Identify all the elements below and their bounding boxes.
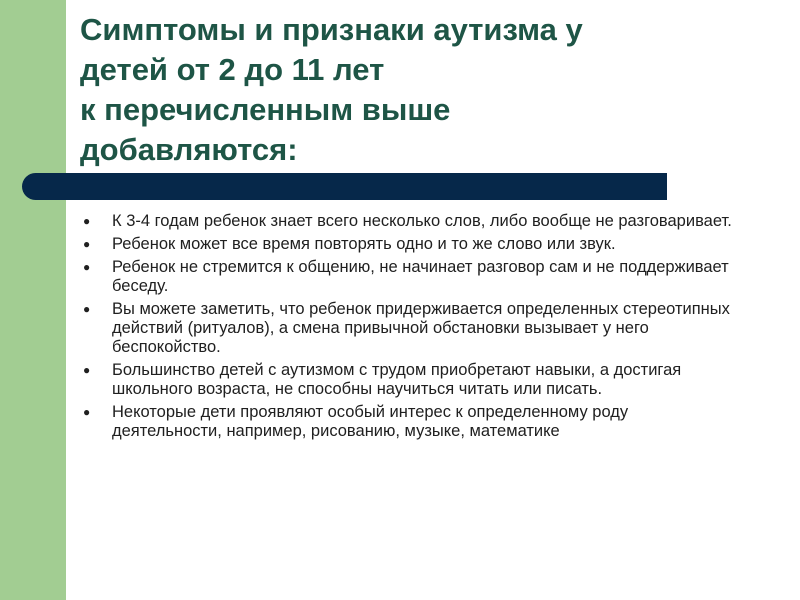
title-line-2: детей от 2 до 11 лет	[80, 52, 385, 87]
bullet-dot-icon: ●	[83, 214, 91, 228]
bullet-text: Ребенок не стремится к общению, не начинает разговор сам и не поддерживает беседу.	[112, 258, 729, 295]
bullet-text: Вы можете заметить, что ребенок придерживается определенных стереотипных действий (ритуалов), а смена привычной обстановки вызывает у него беспокойство.	[112, 300, 730, 356]
bullet-dot-icon: ●	[83, 363, 91, 377]
list-item	[80, 403, 740, 441]
bullet-dot-icon: ●	[83, 302, 91, 316]
left-accent-band	[0, 0, 66, 600]
bullet-dot-icon: ●	[83, 237, 91, 251]
bullet-text: Ребенок может все время повторять одно и то же слово или звук.	[112, 235, 616, 253]
slide-title	[80, 10, 720, 170]
bullet-dot-icon: ●	[83, 405, 91, 419]
bullet-dot-icon: ●	[83, 260, 91, 274]
bullet-text: Большинство детей с аутизмом с трудом приобретают навыки, а достигая школьного возраста, не способны научиться читать или писать.	[112, 361, 682, 398]
list-item	[80, 300, 740, 357]
title-line-4: добавляются:	[80, 132, 298, 167]
title-line-3: к перечисленным выше	[80, 92, 451, 127]
title-divider-bar	[22, 173, 667, 200]
bullet-text: К 3-4 годам ребенок знает всего несколько слов, либо вообще не разговаривает.	[112, 212, 732, 230]
list-item	[80, 258, 740, 296]
bullet-list	[80, 212, 740, 445]
list-item	[80, 235, 740, 254]
list-item	[80, 212, 740, 231]
list-item	[80, 361, 740, 399]
title-line-1: Симптомы и признаки аутизма у	[80, 12, 583, 47]
bullet-text: Некоторые дети проявляют особый интерес к определенному роду деятельности, например, рисованию, музыке, математике	[112, 403, 629, 440]
